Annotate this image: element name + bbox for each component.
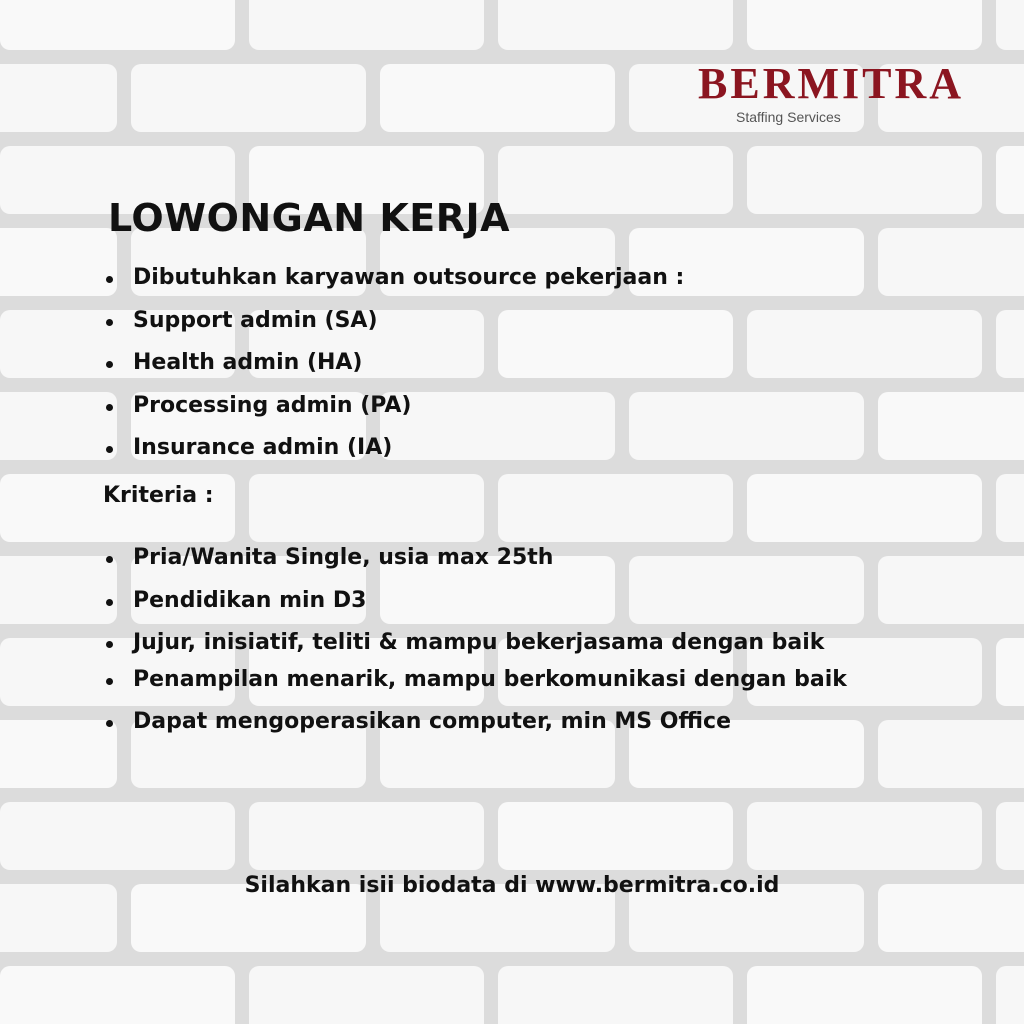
- brick: [0, 0, 235, 50]
- brick: [131, 64, 366, 132]
- website-cta: Silahkan isii biodata di www.bermitra.co.id: [244, 873, 780, 898]
- list-item: Support admin (SA): [103, 300, 863, 343]
- list-item: Processing admin (PA): [103, 385, 863, 428]
- brick: [747, 474, 982, 542]
- list-item: Insurance admin (IA): [103, 427, 863, 470]
- brick: [249, 0, 484, 50]
- list-item: Health admin (HA): [103, 342, 863, 385]
- list-item: Pendidikan min D3: [103, 580, 893, 623]
- criteria-heading: Kriteria :: [103, 483, 214, 508]
- list-item: Dibutuhkan karyawan outsource pekerjaan :: [103, 257, 863, 300]
- brick: [996, 146, 1024, 214]
- list-item: Pria/Wanita Single, usia max 25th: [103, 537, 893, 580]
- brick: [878, 228, 1024, 296]
- brick: [747, 146, 982, 214]
- page-title: LOWONGAN KERJA: [108, 196, 511, 240]
- brick: [0, 392, 117, 460]
- brick: [996, 474, 1024, 542]
- brick: [0, 720, 117, 788]
- list-item: Penampilan menarik, mampu berkomunikasi dengan baik: [103, 664, 873, 696]
- brick: [878, 720, 1024, 788]
- brick: [0, 64, 117, 132]
- brick: [380, 64, 615, 132]
- list-item: Jujur, inisiatif, teliti & mampu bekerjasama dengan baik: [103, 627, 873, 659]
- logo-tagline: Staffing Services: [736, 109, 841, 125]
- list-item: Dapat mengoperasikan computer, min MS Office: [103, 701, 893, 744]
- brick: [249, 802, 484, 870]
- brick: [996, 310, 1024, 378]
- brick: [747, 0, 982, 50]
- brick: [996, 0, 1024, 50]
- brick: [0, 802, 235, 870]
- brick: [249, 966, 484, 1024]
- brick: [0, 228, 117, 296]
- brick: [996, 802, 1024, 870]
- brick: [878, 392, 1024, 460]
- brick: [0, 966, 235, 1024]
- bermitra-logo: [698, 58, 965, 130]
- brick: [878, 556, 1024, 624]
- brick: [498, 802, 733, 870]
- criteria-list: [103, 537, 893, 744]
- brick: [0, 556, 117, 624]
- brick: [498, 474, 733, 542]
- brick: [498, 966, 733, 1024]
- job-list: [103, 257, 863, 470]
- brick: [498, 0, 733, 50]
- brick: [498, 146, 733, 214]
- brick: [747, 966, 982, 1024]
- brick: [996, 966, 1024, 1024]
- logo-wordmark: BERMITRA: [698, 59, 965, 108]
- brick: [747, 802, 982, 870]
- brick: [996, 638, 1024, 706]
- brick: [249, 474, 484, 542]
